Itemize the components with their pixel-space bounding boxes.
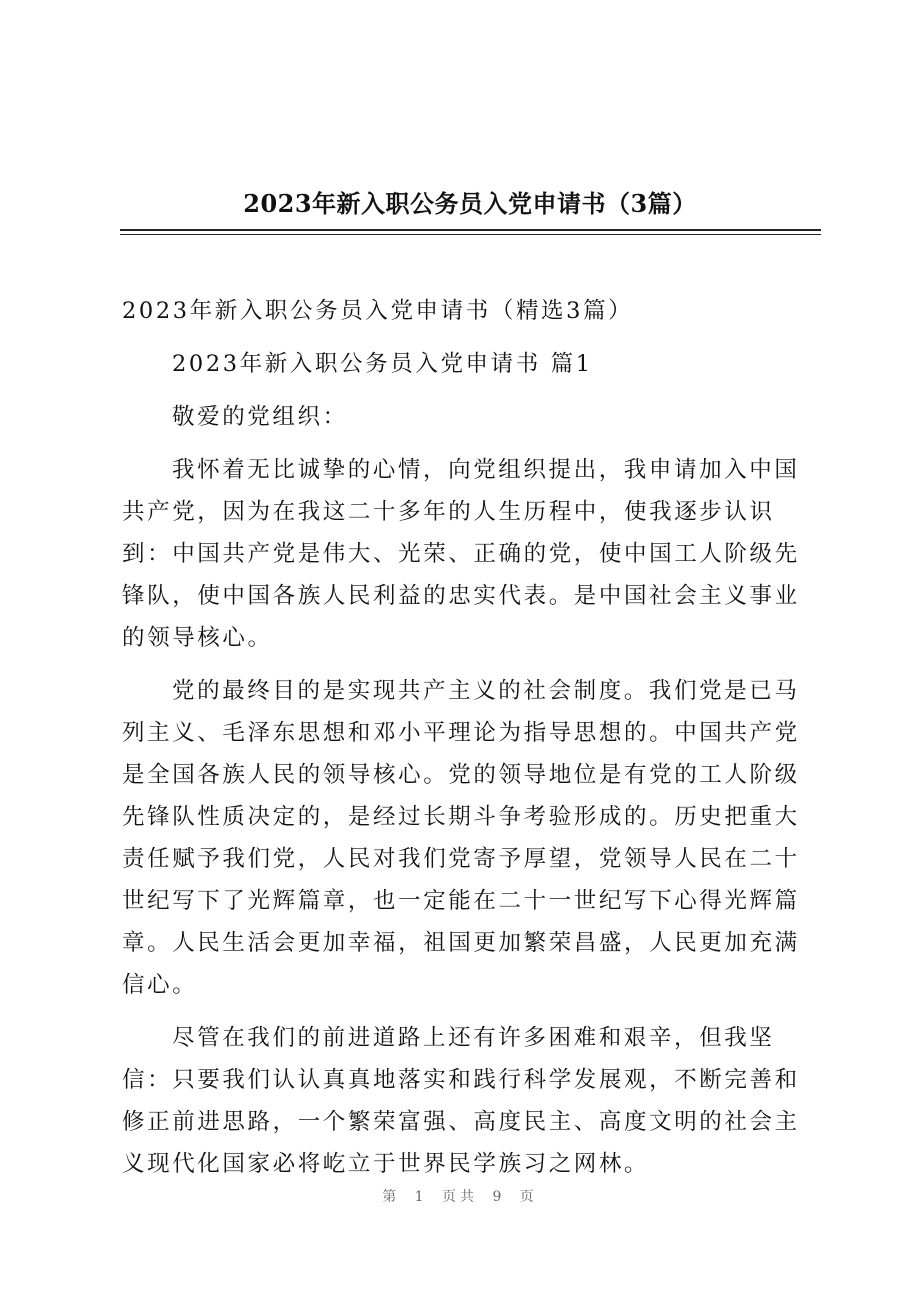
document-body (122, 290, 822, 1196)
body-paragraph: 党的最终目的是实现共产主义的社会制度。我们党是已马列主义、毛泽东思想和邓小平理论为指导思想的。中国共产党是全国各族人民的领导核心。党的领导地位是有党的工人阶级先锋队性质决定的，是经过长期斗争考验形成的。历史把重大责任赋予我们党，人民对我们党寄予厚望，党领导人民在二十世纪写下了光辉篇章，也一定能在二十一世纪写下心得光辉篇章。人民生活会更加幸福，祖国更加繁荣昌盛，人民更加充满信心。 (122, 678, 800, 998)
title-divider-thin (120, 234, 821, 235)
body-paragraph: 尽管在我们的前进道路上还有许多困难和艰辛，但我坚信：只要我们认认真真地落实和践行科学发展观，不断完善和修正前进思路，一个繁荣富强、高度民主、高度文明的社会主义现代化国家必将屹立于世界民学族习之网林。 (122, 1025, 800, 1177)
salutation: 敬爱的党组织： (172, 404, 348, 430)
document-subtitle: 2023年新入职公务员入党申请书（精选3篇） (122, 298, 634, 324)
section-heading: 2023年新入职公务员入党申请书 篇1 (172, 351, 593, 377)
page-number-footer: 第 1 页共 9 页 (382, 1189, 538, 1205)
title-divider-thick (120, 229, 821, 231)
body-paragraph: 我怀着无比诚挚的心情，向党组织提出，我申请加入中国共产党，因为在我这二十多年的人生历程中，使我逐步认识到：中国共产党是伟大、光荣、正确的党，使中国工人阶级先锋队，使中国各族人民利益的忠实代表。是中国社会主义事业的领导核心。 (122, 457, 800, 651)
document-title: 2023年新入职公务员入党申请书（3篇） (243, 189, 697, 218)
